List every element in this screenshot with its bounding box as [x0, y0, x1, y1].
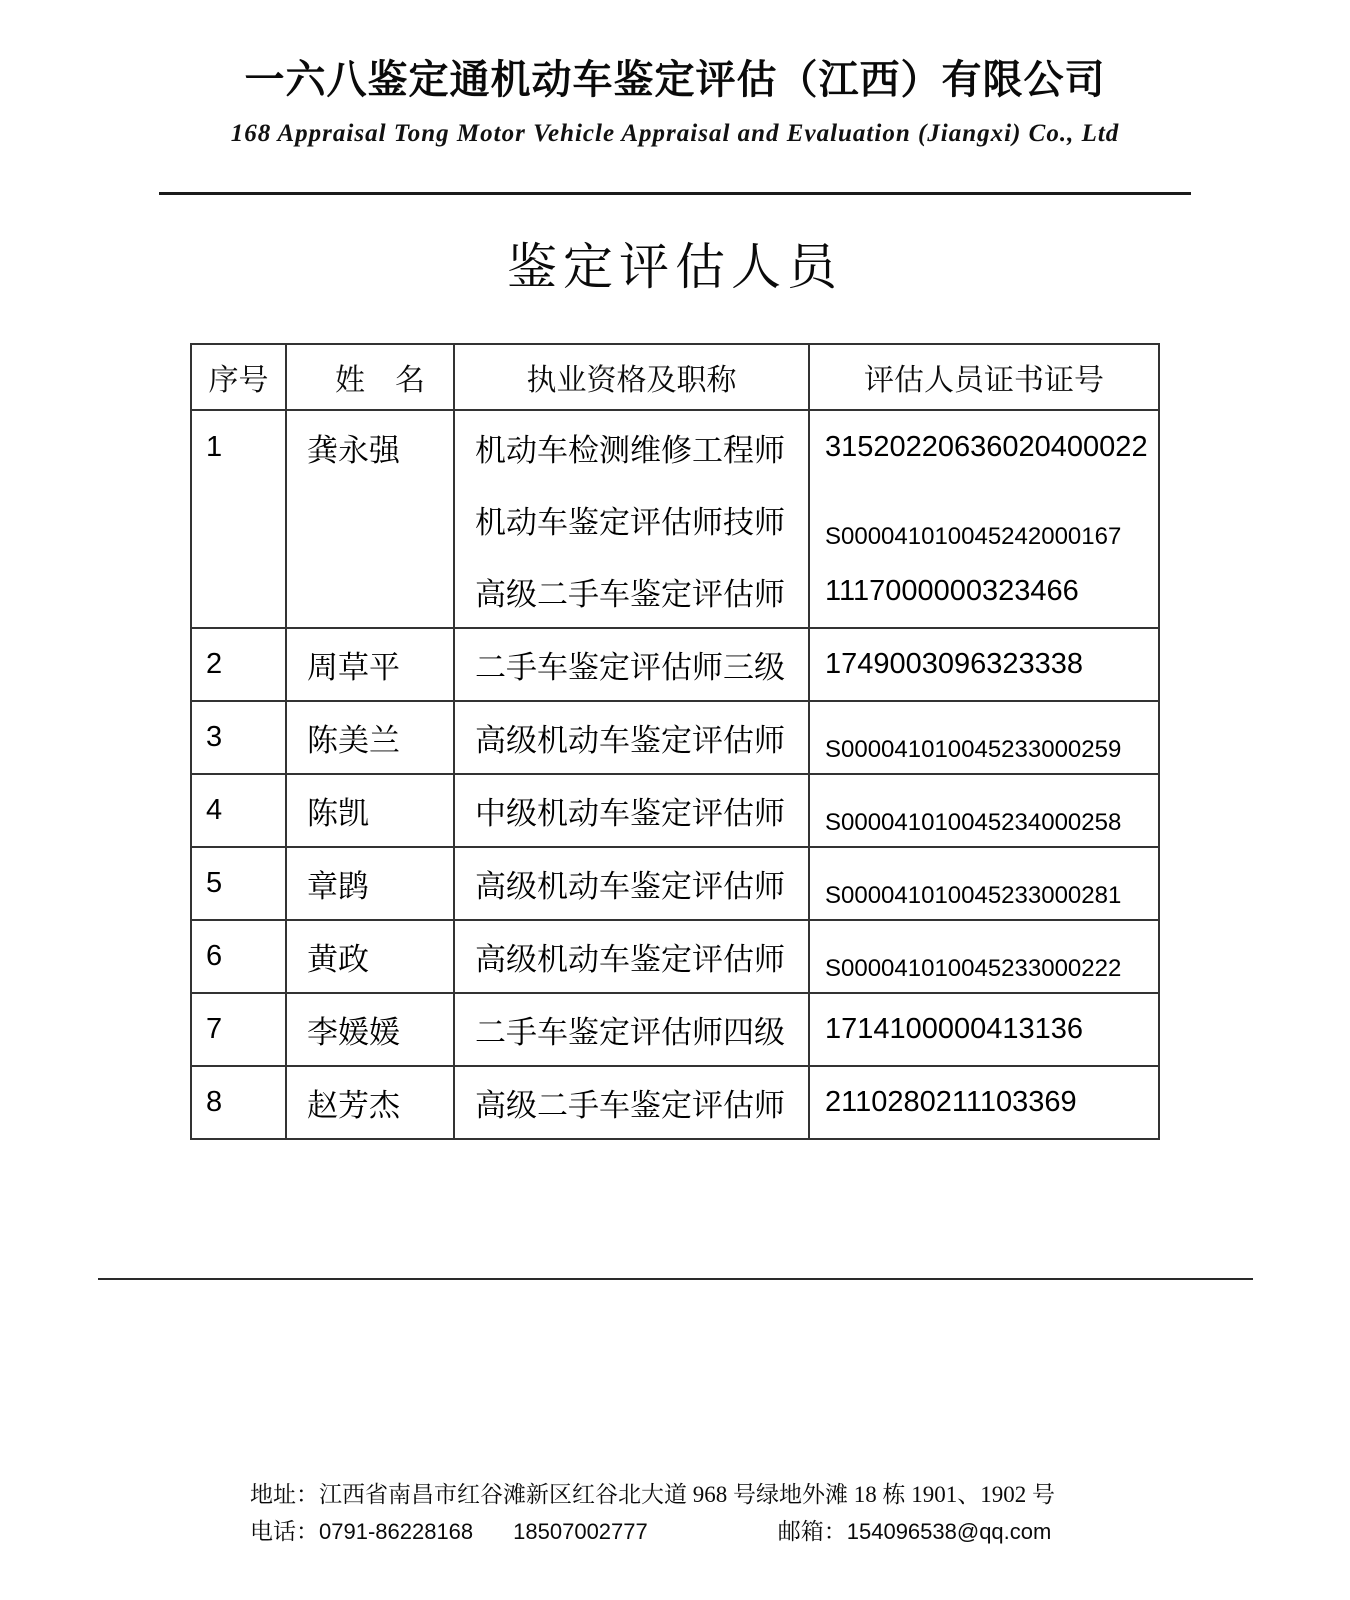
- cell-name: 赵芳杰: [286, 1066, 454, 1139]
- header-rule: [159, 192, 1191, 195]
- cell-qualification: 高级机动车鉴定评估师: [454, 847, 809, 920]
- email-value: 154096538@qq.com: [846, 1519, 1052, 1544]
- cell-certificate: 1749003096323338: [809, 628, 1159, 701]
- address-value: 江西省南昌市红谷滩新区红谷北大道 968 号绿地外滩 18 栋 1901、1902 号: [319, 1482, 1055, 1507]
- footer-contact-line: [250, 1513, 1350, 1550]
- cell-certificate: S000041010045233000281: [809, 847, 1159, 920]
- cell-qualification: 二手车鉴定评估师三级: [454, 628, 809, 701]
- phone-label: 电话：: [250, 1519, 319, 1544]
- header-cell-no: 序号: [191, 344, 286, 410]
- table-row: [191, 774, 1159, 847]
- page-title: 鉴定评估人员: [507, 239, 843, 295]
- cell-qualification: 二手车鉴定评估师四级: [454, 993, 809, 1066]
- cell-qualification: 高级机动车鉴定评估师: [454, 920, 809, 993]
- cell-name: 周草平: [286, 628, 454, 701]
- cell-no: 1: [191, 410, 286, 628]
- phone-number-1: 0791-86228168: [319, 1519, 474, 1544]
- header-cell-certificate: 评估人员证书证号: [809, 344, 1159, 410]
- cell-name: 李媛媛: [286, 993, 454, 1066]
- cell-qualification: 机动车检测维修工程师 机动车鉴定评估师技师 高级二手车鉴定评估师: [454, 410, 809, 628]
- address-label: 地址：: [250, 1482, 319, 1507]
- table-header-row: [191, 344, 1159, 410]
- cell-qualification: 高级机动车鉴定评估师: [454, 701, 809, 774]
- footer-address-line: [250, 1476, 1350, 1513]
- cell-certificate: 2110280211103369: [809, 1066, 1159, 1139]
- cell-no: 8: [191, 1066, 286, 1139]
- company-name-zh: 一六八鉴定通机动车鉴定评估（江西）有限公司: [244, 57, 1106, 102]
- table-row: [191, 847, 1159, 920]
- cell-no: 5: [191, 847, 286, 920]
- cell-qualification: 高级二手车鉴定评估师: [454, 1066, 809, 1139]
- cell-qualification: 中级机动车鉴定评估师: [454, 774, 809, 847]
- letterhead: [0, 0, 1350, 148]
- personnel-table: [190, 343, 1160, 1140]
- table-row: [191, 993, 1159, 1066]
- table-row: [191, 920, 1159, 993]
- cell-certificate: S000041010045233000222: [809, 920, 1159, 993]
- cell-no: 3: [191, 701, 286, 774]
- table-row: [191, 628, 1159, 701]
- footer: [0, 1476, 1350, 1550]
- cell-name: 陈凯: [286, 774, 454, 847]
- cell-name: 黄政: [286, 920, 454, 993]
- cell-certificate: S000041010045234000258: [809, 774, 1159, 847]
- cell-no: 2: [191, 628, 286, 701]
- cell-name: 章鹍: [286, 847, 454, 920]
- cell-certificate: 1714100000413136: [809, 993, 1159, 1066]
- cell-certificate: 31520220636020400022 S000041010045242000167 1117000000323466: [809, 410, 1159, 628]
- header-cell-qualification: 执业资格及职称: [454, 344, 809, 410]
- footer-rule: [98, 1278, 1253, 1280]
- cell-name: 龚永强: [286, 410, 454, 628]
- header-cell-name: 姓 名: [286, 344, 454, 410]
- table-row: [191, 410, 1159, 628]
- cell-no: 4: [191, 774, 286, 847]
- phone-number-2: 18507002777: [513, 1519, 648, 1544]
- cell-no: 7: [191, 993, 286, 1066]
- cell-name: 陈美兰: [286, 701, 454, 774]
- table-row: [191, 701, 1159, 774]
- company-name-en: 168 Appraisal Tong Motor Vehicle Appraisal and Evaluation (Jiangxi) Co., Ltd: [230, 120, 1120, 147]
- table-row: [191, 1066, 1159, 1139]
- cell-no: 6: [191, 920, 286, 993]
- cell-certificate: S000041010045233000259: [809, 701, 1159, 774]
- email-label: 邮箱：: [777, 1519, 847, 1544]
